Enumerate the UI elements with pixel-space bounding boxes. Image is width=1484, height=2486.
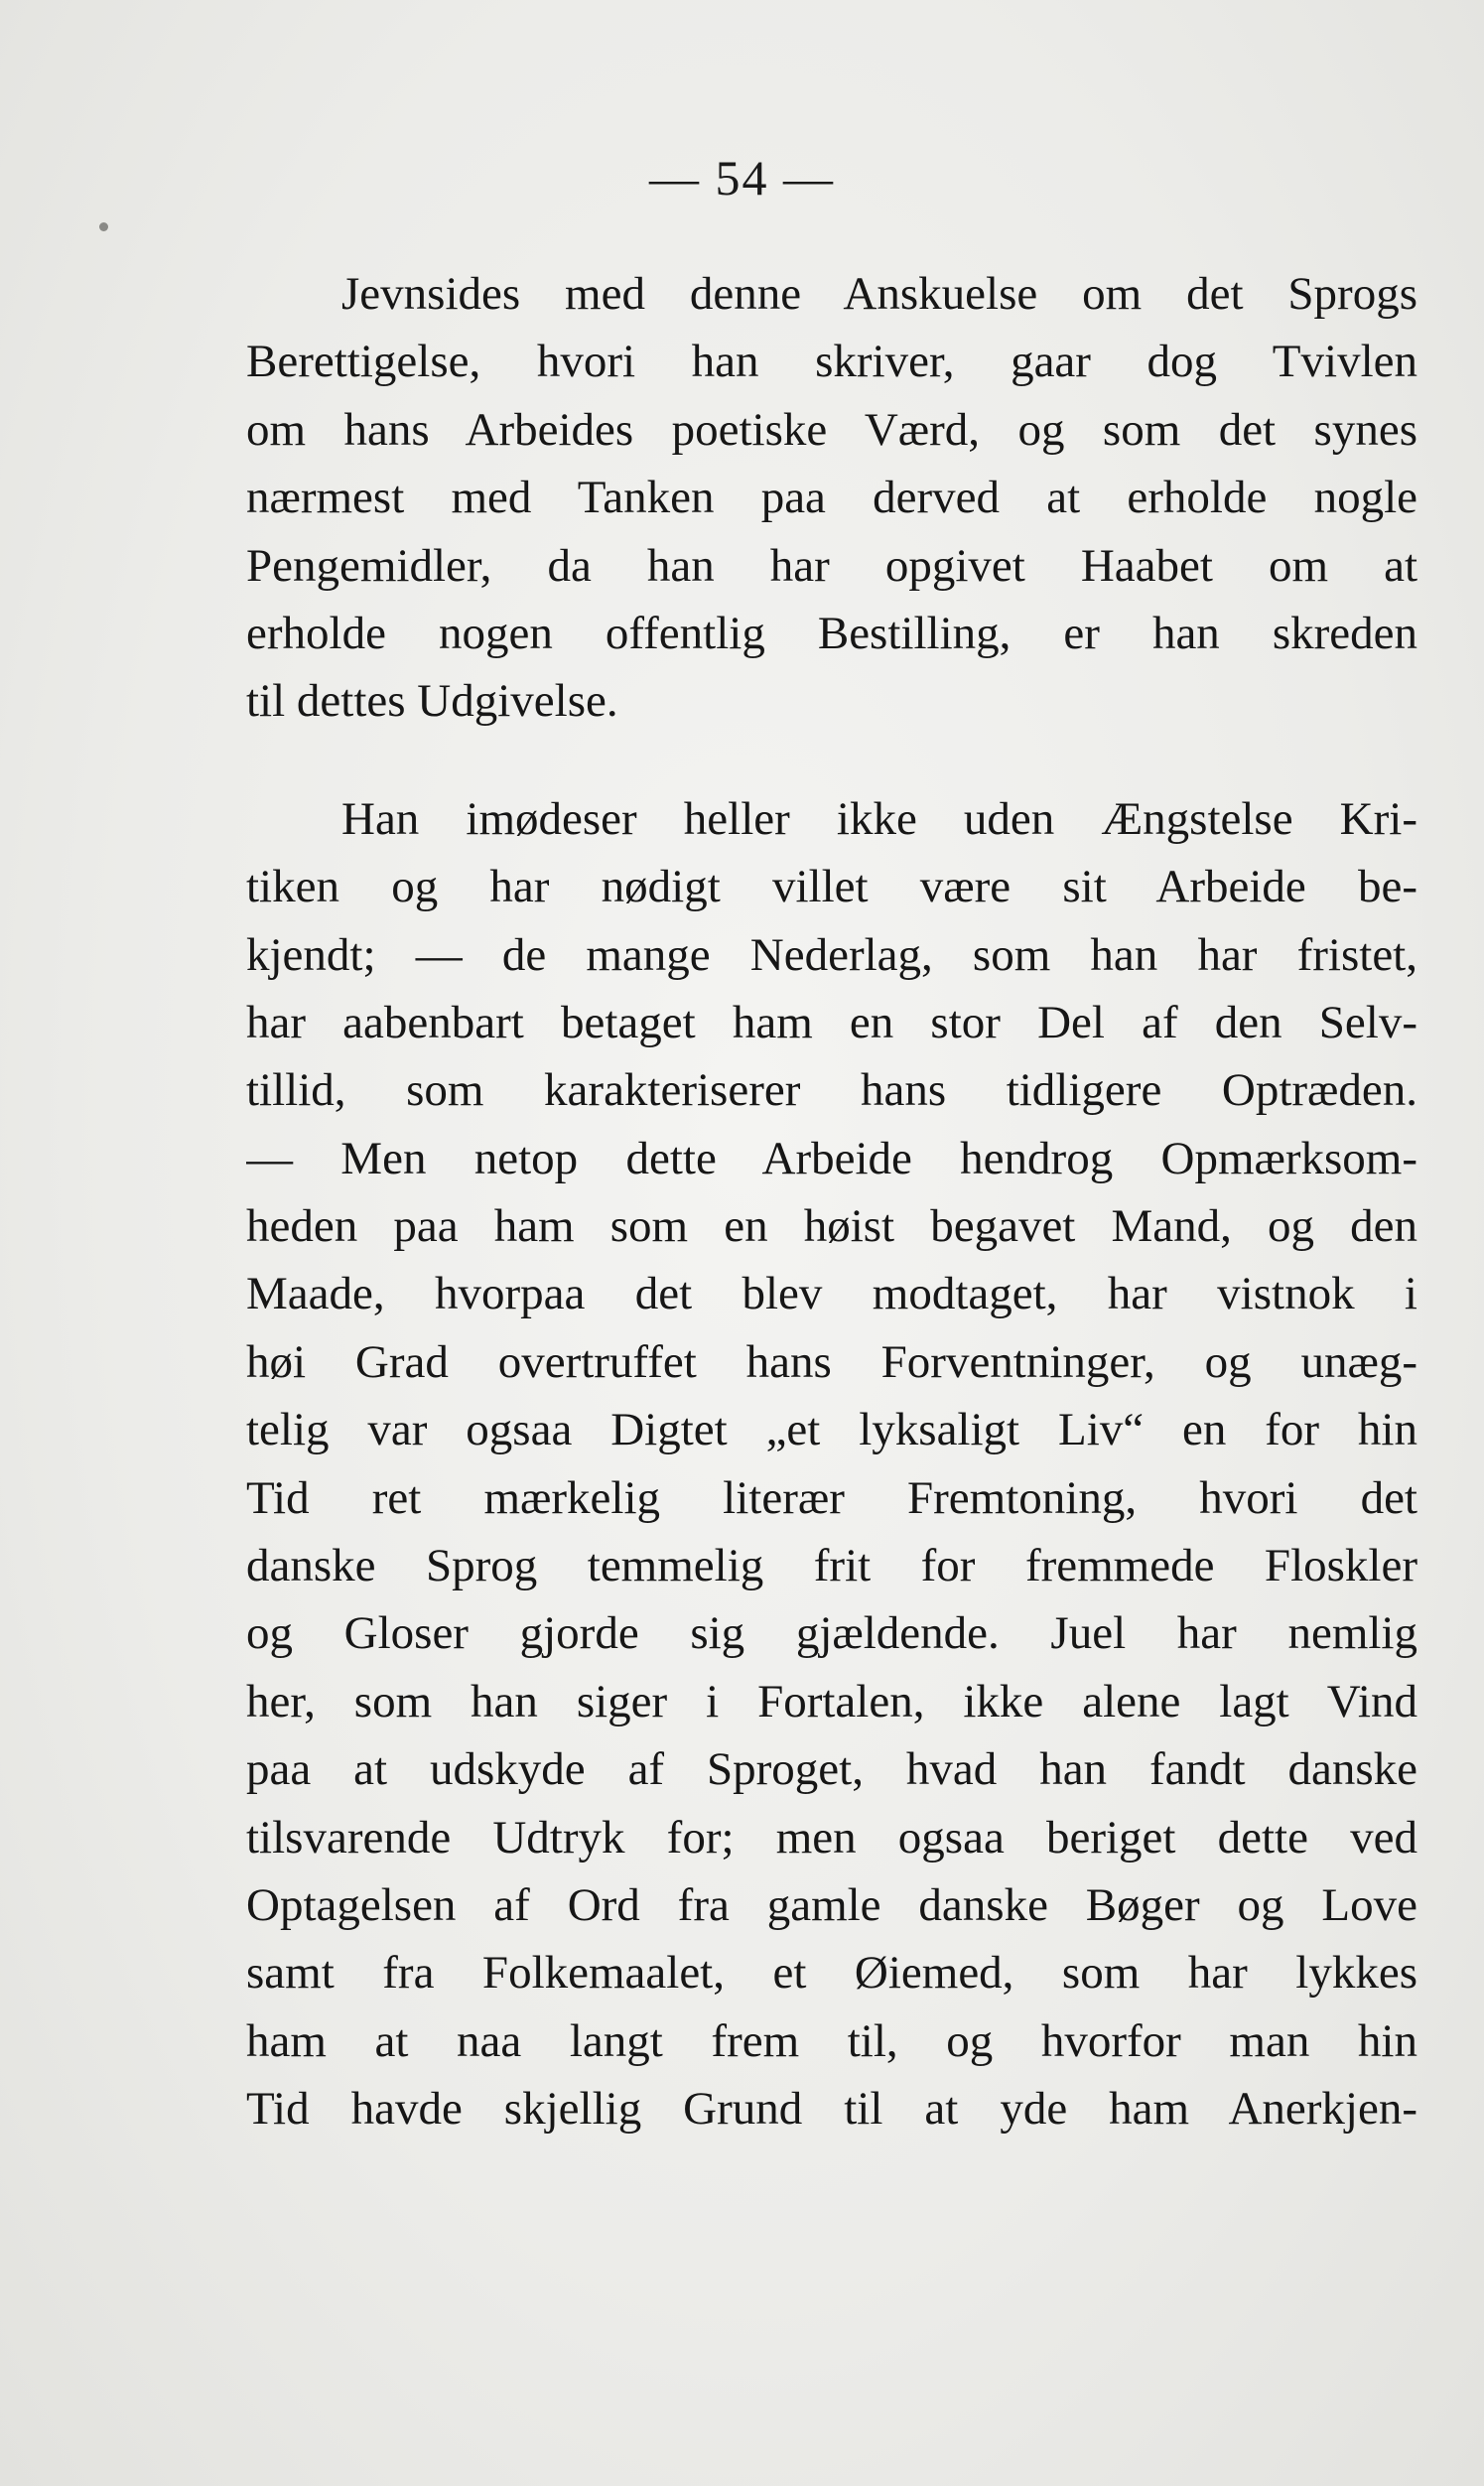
- text-line: erholde nogen offentlig Bestilling, er han skreden: [246, 607, 1417, 659]
- text-line: Maade, hvorpaa det blev modtaget, har vistnok i: [246, 1268, 1417, 1320]
- paragraph-gap: [246, 736, 1417, 785]
- text-line: ham at naa langt frem til, og hvorfor man hin: [246, 2014, 1417, 2067]
- text-line: — Men netop dette Arbeide hendrog Opmærksom-: [246, 1132, 1417, 1184]
- text-line: og Gloser gjorde sig gjældende. Juel har nemlig: [246, 1607, 1417, 1660]
- text-line: Tid havde skjellig Grund til at yde ham Anerkjen-: [246, 2083, 1417, 2136]
- text-line: kjendt; — de mange Nederlag, som han har fristet,: [246, 928, 1417, 981]
- text-line: Berettigelse, hvori han skriver, gaar dog Tvivlen: [246, 336, 1417, 388]
- text-line: tiken og har nødigt villet være sit Arbeide be-: [246, 861, 1417, 913]
- paragraph-2: [246, 785, 1417, 2143]
- body-text: [246, 260, 1417, 2143]
- text-line: høi Grad overtruffet hans Forventninger, og unæg-: [246, 1335, 1417, 1388]
- page-number: — 54 —: [649, 150, 835, 206]
- text-line: her, som han siger i Fortalen, ikke alene lagt Vind: [246, 1675, 1417, 1727]
- text-line: nærmest med Tanken paa derved at erholde nogle: [246, 472, 1417, 524]
- text-line: heden paa ham som en høist begavet Mand, og den: [246, 1200, 1417, 1253]
- text-line: tillid, som karakteriserer hans tidligere Optræden.: [246, 1064, 1417, 1117]
- text-line: til dettes Udgivelse.: [246, 675, 618, 728]
- text-line: telig var ogsaa Digtet „et lyksaligt Liv“ en for hin: [246, 1404, 1417, 1456]
- text-line: har aabenbart betaget ham en stor Del af den Selv-: [246, 996, 1417, 1048]
- text-line: danske Sprog temmelig frit for fremmede Floskler: [246, 1540, 1417, 1592]
- text-line: paa at udskyde af Sproget, hvad han fandt danske: [246, 1743, 1417, 1796]
- text-line: Tid ret mærkelig literær Fremtoning, hvori det: [246, 1471, 1417, 1524]
- paper-speck: [99, 222, 108, 231]
- text-line: Jevnsides med denne Anskuelse om det Sprogs: [341, 268, 1417, 320]
- text-line: Optagelsen af Ord fra gamle danske Bøger og Love: [246, 1878, 1417, 1931]
- paragraph-1: [246, 260, 1417, 736]
- text-line: Pengemidler, da han har opgivet Haabet om at: [246, 539, 1417, 592]
- text-line: samt fra Folkemaalet, et Øiemed, som har lykkes: [246, 1947, 1417, 2000]
- text-line: om hans Arbeides poetiske Værd, og som det synes: [246, 403, 1417, 456]
- text-line: tilsvarende Udtryk for; men ogsaa beriget dette ved: [246, 1811, 1417, 1864]
- text-line: Han imødeser heller ikke uden Ængstelse Kri-: [341, 792, 1417, 845]
